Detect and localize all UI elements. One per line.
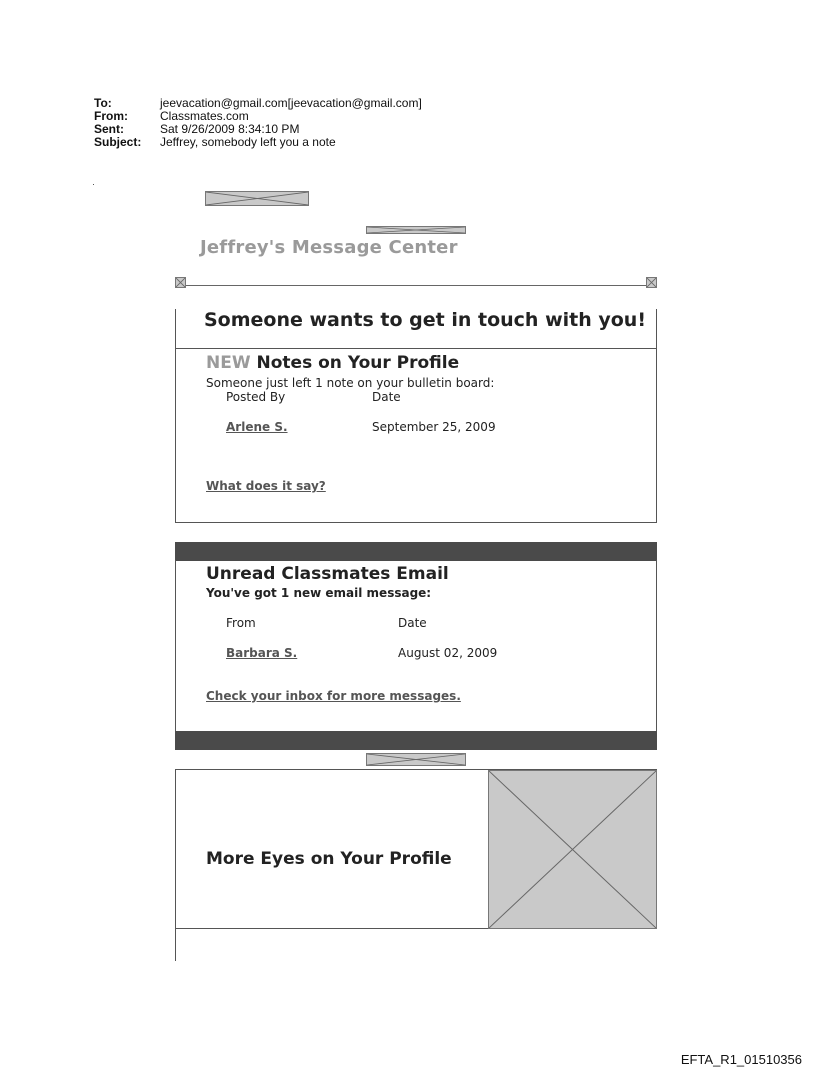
poster-link[interactable]: Arlene S. xyxy=(226,420,288,434)
email-card-bottom-bar xyxy=(175,731,657,750)
notes-intro: Someone just left 1 note on your bulletin board: xyxy=(206,376,495,390)
banner-placeholder-icon xyxy=(366,226,466,234)
corner-left-placeholder-icon xyxy=(175,277,186,288)
header-divider xyxy=(186,285,646,286)
check-inbox-link[interactable]: Check your inbox for more messages. xyxy=(206,689,461,703)
email-card-subtitle: You've got 1 new email message: xyxy=(206,586,432,600)
notes-card-heading: Someone wants to get in touch with you! xyxy=(204,309,646,331)
email-card-top-bar xyxy=(175,542,657,561)
logo-placeholder-icon xyxy=(205,191,309,206)
from-value: Classmates.com xyxy=(160,109,249,123)
stray-dot xyxy=(93,184,94,185)
email-card xyxy=(175,560,657,732)
col-from: From xyxy=(226,616,256,630)
profile-card-left-edge xyxy=(175,929,176,961)
new-badge: NEW xyxy=(206,353,251,373)
sent-label: Sent: xyxy=(94,122,124,136)
to-label: To: xyxy=(94,96,112,110)
profile-image-placeholder-icon xyxy=(488,770,657,929)
notes-section-title xyxy=(206,353,459,373)
email-header xyxy=(94,97,422,149)
sent-value: Sat 9/26/2009 8:34:10 PM xyxy=(160,122,300,136)
divider-placeholder-icon xyxy=(366,753,466,766)
document-id: EFTA_R1_01510356 xyxy=(680,1052,802,1067)
sent-date: August 02, 2009 xyxy=(398,646,498,660)
corner-right-placeholder-icon xyxy=(646,277,657,288)
subject-label: Subject: xyxy=(94,135,142,149)
sender-link[interactable]: Barbara S. xyxy=(226,646,298,660)
from-label: From: xyxy=(94,109,128,123)
what-does-it-say-link[interactable]: What does it say? xyxy=(206,479,326,493)
profile-card xyxy=(175,769,657,929)
email-card-title: Unread Classmates Email xyxy=(206,564,449,584)
notes-section-title-text: Notes on Your Profile xyxy=(256,353,460,373)
message-center-title: Jeffrey's Message Center xyxy=(200,237,458,258)
to-value: jeevacation@gmail.com[jeevacation@gmail.com] xyxy=(160,96,422,110)
notes-card xyxy=(175,309,657,523)
profile-card-title: More Eyes on Your Profile xyxy=(206,849,452,869)
col-email-date: Date xyxy=(398,616,427,630)
post-date: September 25, 2009 xyxy=(372,420,496,434)
notes-card-header xyxy=(176,309,656,349)
col-posted-by: Posted By xyxy=(226,390,286,404)
col-date: Date xyxy=(372,390,401,404)
subject-value: Jeffrey, somebody left you a note xyxy=(160,135,336,149)
